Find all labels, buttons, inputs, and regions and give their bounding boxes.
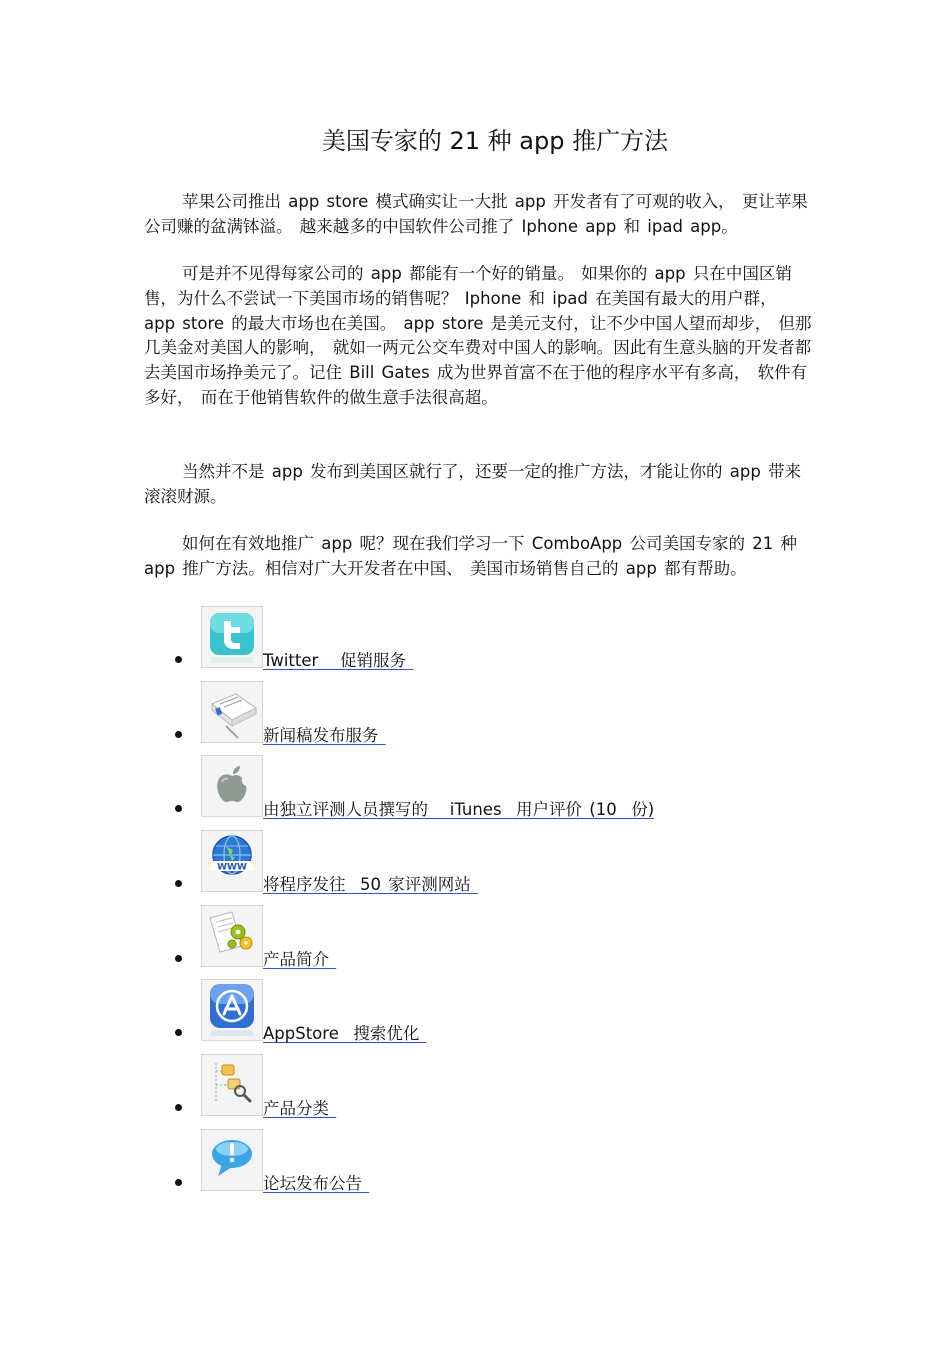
promotion-method-list <box>0 606 950 1204</box>
paragraph-promotion-needed: 当然并不是 app 发布到美国区就行了，还要一定的推广方法，才能让你的 app 带来滚滚财源。 <box>144 462 802 506</box>
product-category-link[interactable]: 产品分类 <box>263 1099 337 1119</box>
product-brief-link[interactable]: 产品简介 <box>263 949 337 969</box>
list-item <box>0 905 950 980</box>
bullet-dot <box>175 880 182 887</box>
appstore-seo-link[interactable]: AppStore 搜索优化 <box>263 1024 427 1044</box>
document-title: 美国专家的 21 种 app 推广方法 <box>321 127 669 155</box>
list-item <box>0 606 950 681</box>
bullet-dot <box>175 1104 182 1111</box>
list-item <box>0 979 950 1054</box>
list-item <box>0 681 950 756</box>
bullet-dot <box>175 656 182 663</box>
forum-bubble-icon[interactable] <box>201 1129 263 1191</box>
paragraph-us-market: 可是并不见得每家公司的 app 都能有一个好的销量。 如果你的 app 只在中国区销售，为什么不尝试一下美国市场的销售呢？ Iphone 和 ipad 在美国有最大的用户群， app store 的最大市场也在美国。 app store 是美元支付，让不少中国人望而却步， 但那几美金对美国人的影响， 就如一两元公交车费对中国人的影响。因此有生意头脑的开发者都去美国市场挣美元了。记住 Bill Gates 成为世界首富不在于他的程序水平有多高， 软件有多好， 而在于他销售软件的做生意手法很高超。 <box>144 264 812 407</box>
bullet-dot <box>175 1029 182 1036</box>
svg-text:WWW: WWW <box>217 862 247 873</box>
document-gears-icon[interactable] <box>201 905 263 967</box>
category-tree-icon[interactable] <box>201 1054 263 1116</box>
list-item <box>0 1054 950 1129</box>
press-release-link[interactable]: 新闻稿发布服务 <box>263 725 386 745</box>
app-store-icon[interactable] <box>201 979 263 1041</box>
apple-icon[interactable] <box>201 755 263 817</box>
www-globe-icon[interactable] <box>201 830 263 892</box>
paragraph-comboapp: 如何在有效地推广 app 呢？现在我们学习一下 ComboApp 公司美国专家的 21 种 app 推广方法。相信对广大开发者在中国、 美国市场销售自己的 app 都有帮助。 <box>144 534 798 578</box>
bullet-dot <box>175 805 182 812</box>
review-sites-link[interactable]: 将程序发往 50 家评测网站 <box>263 875 478 895</box>
bullet-dot <box>175 731 182 738</box>
twitter-icon[interactable] <box>201 606 263 668</box>
list-item <box>0 830 950 905</box>
press-release-icon[interactable] <box>201 681 263 743</box>
list-item <box>0 755 950 830</box>
bullet-dot <box>175 1179 182 1186</box>
bullet-dot <box>175 955 182 962</box>
paragraph-intro: 苹果公司推出 app store 模式确实让一大批 app 开发者有了可观的收入， 更让苹果公司赚的盆满钵溢。 越来越多的中国软件公司推了 Iphone app 和 ipad app。 <box>144 192 808 236</box>
forum-announcement-link[interactable]: 论坛发布公告 <box>263 1173 370 1193</box>
list-item <box>0 1129 950 1204</box>
itunes-review-link[interactable]: 由独立评测人员撰写的 iTunes 用户评价 (10 份) <box>263 800 655 820</box>
twitter-promotion-link[interactable]: Twitter 促销服务 <box>263 651 414 670</box>
